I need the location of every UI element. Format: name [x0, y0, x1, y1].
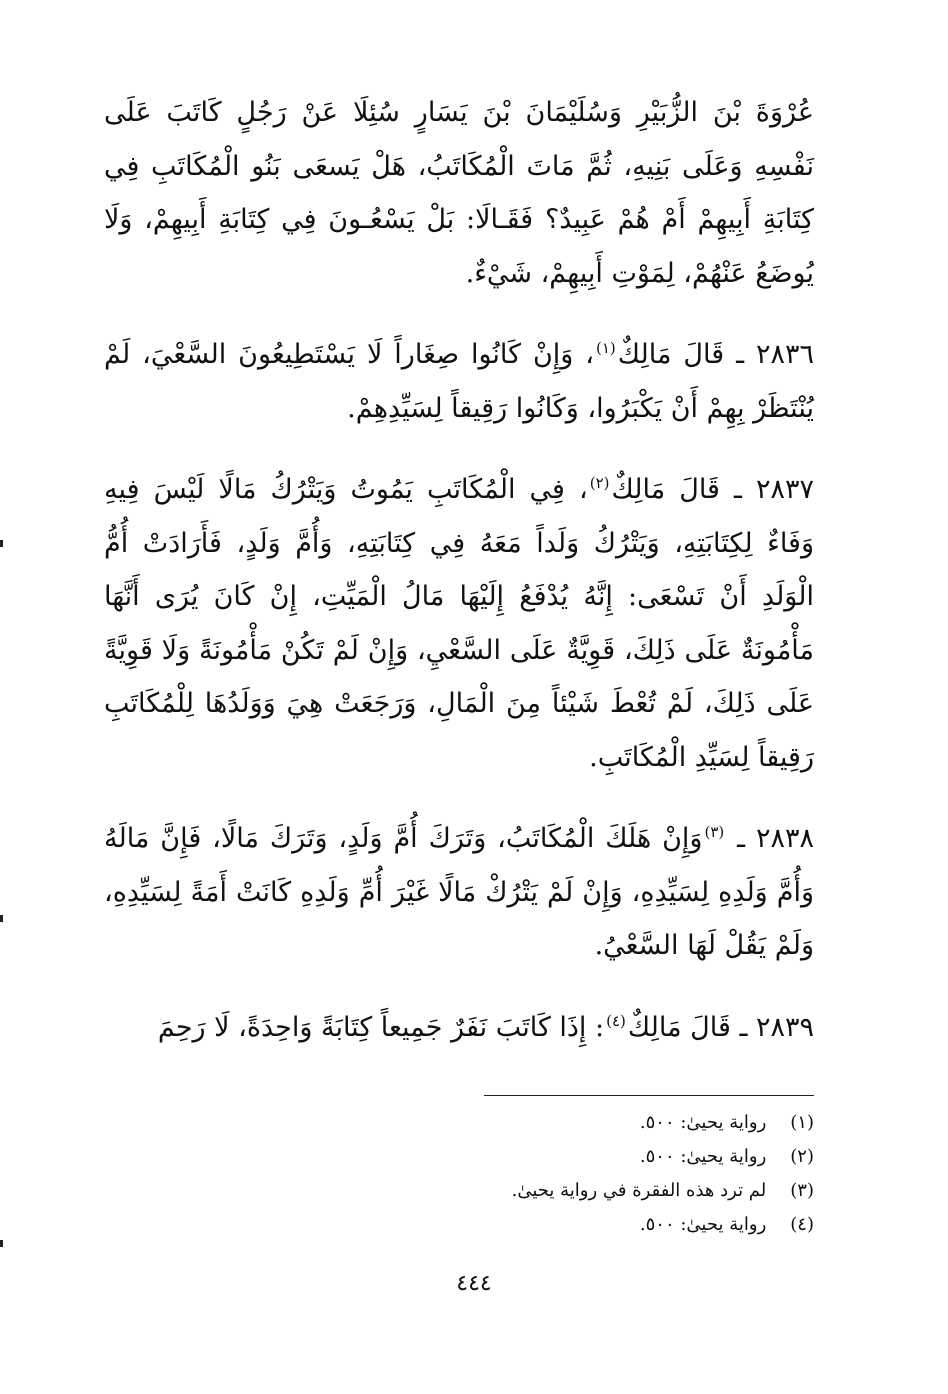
- footnote-reference: (١): [596, 339, 616, 357]
- footnote-reference: (٤): [606, 1011, 626, 1030]
- paragraph-text: وَإِنْ هَلَكَ الْمُكَاتَبُ، وَتَرَكَ أُمَّ وَلَدٍ، وَتَرَكَ مَالًا، فَإِنَّ مَالَهُ وَأُمَّ وَلَدِهِ لِسَيِّدِهِ، وَإِنْ لَمْ يَتْرُكْ مَالًا غَيْرَ أُمِّ وَلَدِهِ كَانَتْ أَمَةً لِسَيِّدِهِ، وَلَمْ يَقُلْ لَهَا السَّعْيُ.: [104, 823, 814, 961]
- footnote-number: (٤): [790, 1214, 814, 1235]
- paragraph-number: ٢٨٣٦: [755, 339, 814, 370]
- footnote-text: لم ترد هذه الفقرة في رواية يحيىٰ.: [511, 1180, 767, 1201]
- paragraph-2839: [104, 1001, 814, 1055]
- paragraph-number: ٢٨٣٩: [755, 1011, 814, 1043]
- paragraph-text: ، وَإِنْ كَانُوا صِغَاراً لَا يَسْتَطِيعُونَ السَّعْيَ، لَمْ يُنْتَظَرْ بِهِمْ أَنْ يَكْبَرُوا، وَكَانُوا رَقِيقاً لِسَيِّدِهِمْ.: [104, 339, 814, 424]
- footnote-number: (١): [790, 1112, 814, 1133]
- footnote-reference: (٣): [704, 823, 725, 841]
- paragraph-2838: [104, 812, 814, 973]
- paragraph-2836: [104, 328, 814, 435]
- footnote-item: [104, 1208, 814, 1242]
- paragraph-number: ٢٨٣٧: [755, 474, 814, 505]
- paragraph-text: عُرْوَةَ بْنَ الزُّبَيْرِ وَسُلَيْمَانَ بْنَ يَسَارٍ سُئِلَا عَنْ رَجُلٍ كَاتَبَ عَلَى نَفْسِهِ وَعَلَى بَنِيهِ، ثُمَّ مَاتَ الْمُكَاتَبُ، هَلْ يَسعَى بَنُو الْمُكَاتَبِ فِي كِتَابَةِ أَبِيهِمْ أَمْ هُمْ عَبِيدٌ؟ فَقَـالَا: بَلْ يَسْعُـونَ فِي كِتَابَةِ أَبِيهِمْ، وَلَا يُوضَعُ عَنْهُمْ، لِمَوْتِ أَبِيهِمْ، شَيْءٌ.: [104, 97, 814, 289]
- page-number: ٤٤٤: [456, 1271, 492, 1296]
- main-text: [104, 86, 814, 1054]
- scan-edge-mark: [0, 540, 3, 547]
- footnote-text: رواية يحيىٰ: ٥٠٠.: [639, 1112, 767, 1133]
- footnote-number: (٣): [790, 1180, 814, 1201]
- paragraph-2837: [104, 463, 814, 784]
- paragraph-lead: ـ قَالَ مَالِكٌ: [617, 339, 745, 370]
- footnote-divider: [484, 1095, 814, 1096]
- footnote-item: [104, 1106, 814, 1140]
- paragraph-text: ، فِي الْمُكَاتَبِ يَمُوتُ وَيَتْرُكُ مَالًا لَيْسَ فِيهِ وَفَاءٌ لِكِتَابَتِهِ، وَيَتْرُكُ وَلَداً مَعَهُ فِي كِتَابَتِهِ، وَأُمَّ وَلَدٍ، فَأَرَادَتْ أُمُّ الْوَلَدِ أَنْ تَسْعَى: إِنَّهُ يُدْفَعُ إِلَيْهَا مَالُ الْمَيِّتِ، إِنْ كَانَ يُرَى أَنَّهَا مَأْمُونَةٌ عَلَى ذَلِكَ، قَوِيَّةٌ عَلَى السَّعْيِ، وَإِنْ لَمْ تَكُنْ مَأْمُونَةً وَلَا قَوِيَّةً عَلَى ذَلِكَ، لَمْ تُعْطَ شَيْئاً مِنَ الْمَالِ، وَرَجَعَتْ هِيَ وَوَلَدُهَا لِلْمُكَاتَبِ رَقِيقاً لِسَيِّدِ الْمُكَاتَبِ.: [104, 474, 814, 773]
- scan-edge-mark: [0, 915, 3, 922]
- paragraph-number: ٢٨٣٨: [755, 823, 814, 854]
- paragraph-text: : إِذَا كَاتَبَ نَفَرٌ جَمِيعاً كِتَابَةً وَاحِدَةً، لَا رَحِمَ: [157, 1011, 605, 1043]
- paragraph-continuation: [104, 86, 814, 300]
- footnotes: [104, 1106, 814, 1242]
- footnote-text: رواية يحيىٰ: ٥٠٠.: [639, 1146, 767, 1167]
- paragraph-lead: ـ قَالَ مَالِكٌ: [627, 1011, 748, 1043]
- paragraph-lead: ـ قَالَ مَالِكٌ: [611, 474, 742, 505]
- paragraph-lead: ـ: [737, 823, 746, 854]
- footnote-item: [104, 1140, 814, 1174]
- footnote-item: [104, 1174, 814, 1208]
- scan-edge-mark: [0, 1240, 3, 1247]
- footnote-number: (٢): [790, 1146, 814, 1167]
- footnote-text: رواية يحيىٰ: ٥٠٠.: [639, 1214, 767, 1235]
- footnote-reference: (٢): [589, 474, 610, 492]
